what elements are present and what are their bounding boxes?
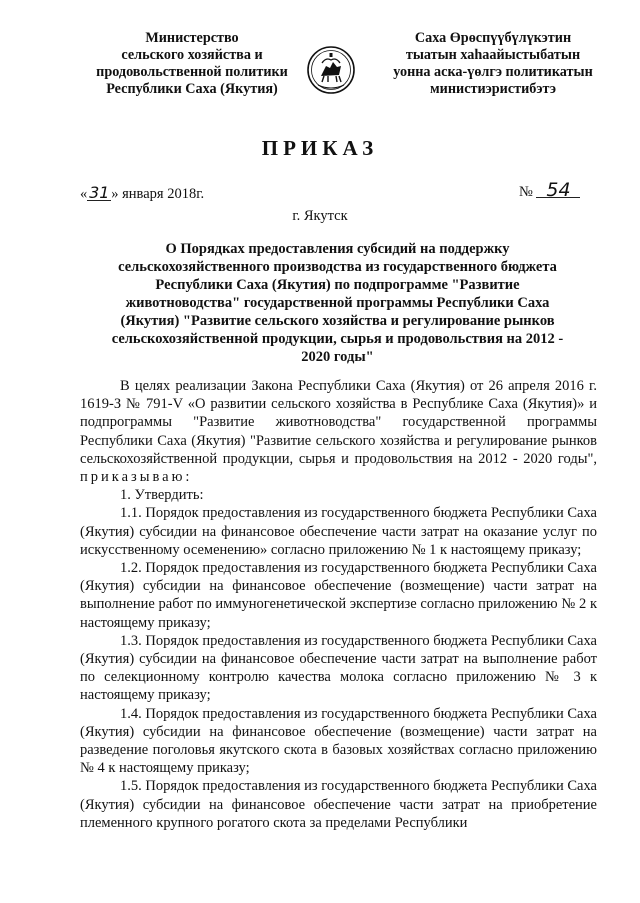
ministry-ru-line: Министерство [145, 30, 239, 46]
ministry-sah-line: Саха Өрөспүүбүлүкэтин [414, 30, 572, 46]
intro-text: В целях реализации Закона Республики Саха (Якутия) от 26 апреля 2016 г. 1619-З № 791-V «О развитии сельского хозяйства в Республике Саха (Якутия)» и подпрограммы "Развитие животноводства" государственной программы Республики Саха (Якутия) "Развитие сельского хозяйства и регулирование рынков сельскохозяйственной продукции, сырья и продовольствия на 2012 - 2020 годы", [80, 378, 597, 467]
order-word: приказываю: [80, 469, 193, 486]
number-handwritten: 54 [536, 183, 580, 198]
item-1: 1. Утвердить: [120, 487, 204, 504]
number-label: № [519, 184, 533, 200]
intro-paragraph [80, 377, 597, 486]
order-body [80, 377, 597, 832]
item-1-2: 1.2. Порядок предоставления из государственного бюджета Республики Саха (Якутия) субсидии на финансовое обеспечение (возмещение) части затрат на выполнение работ по иммуногенетической экспертизе согласно приложению № 2 к настоящему приказу; [80, 560, 597, 631]
document-title: ПРИКАЗ [261, 136, 379, 160]
city: г. Якутск [292, 208, 348, 224]
yakutia-coat-of-arms-icon [306, 45, 356, 95]
date-open-quote: « [80, 186, 88, 202]
order-number [519, 179, 580, 201]
date-month-year: » января 2018г. [111, 186, 205, 202]
ministry-sah-line: уонна аска-үөлгэ политикатын [393, 64, 593, 80]
ministry-ru-line: сельского хозяйства и [121, 47, 263, 63]
ministry-sah-line: тыатын хаһаайыстыбатын [405, 47, 581, 63]
ministry-ru-line: Республики Саха (Якутия) [106, 81, 278, 97]
ministry-name-russian [92, 30, 292, 98]
item-1-4: 1.4. Порядок предоставления из государственного бюджета Республики Саха (Якутия) субсидии на финансовое обеспечение (возмещение) части затрат на разведение поголовья якутского скота в базовых хозяйствах согласно приложению № 4 к настоящему приказу; [80, 705, 597, 777]
ministry-ru-line: продовольственной политики [96, 64, 288, 80]
item-1-3: 1.3. Порядок предоставления из государственного бюджета Республики Саха (Якутия) субсидии на финансовое обеспечение части затрат на выполнение работ по селекционному контролю качества молока согласно приложению № 3 к настоящему приказу; [80, 632, 597, 704]
date-day-handwritten: 31 [89, 183, 110, 202]
order-date [80, 183, 205, 203]
item-1-5: 1.5. Порядок предоставления из государственного бюджета Республики Саха (Якутия) субсидии на финансовое обеспечение части затрат на приобретение племенного крупного рогатого скота за пределами Республики [80, 778, 597, 831]
order-subject: О Порядках предоставления субсидий на поддержку сельскохозяйственного производства из государственного бюджета Республики Саха (Якутия) по подпрограмме "Развитие животноводства" государственной программы Республики Саха (Якутия) "Развитие сельского хозяйства и регулирование рынков сельскохозяйственной продукции, сырья и продовольствия на 2012 - 2020 годы" [111, 241, 564, 365]
ministry-sah-line: министиэристибэтэ [430, 81, 556, 97]
item-1-1: 1.1. Порядок предоставления из государственного бюджета Республики Саха (Якутия) субсидии на финансовое обеспечение части затрат на оказание услуг по искусственному осеменению» согласно приложению № 1 к настоящему приказу; [80, 505, 597, 558]
ministry-name-yakut [387, 30, 599, 98]
